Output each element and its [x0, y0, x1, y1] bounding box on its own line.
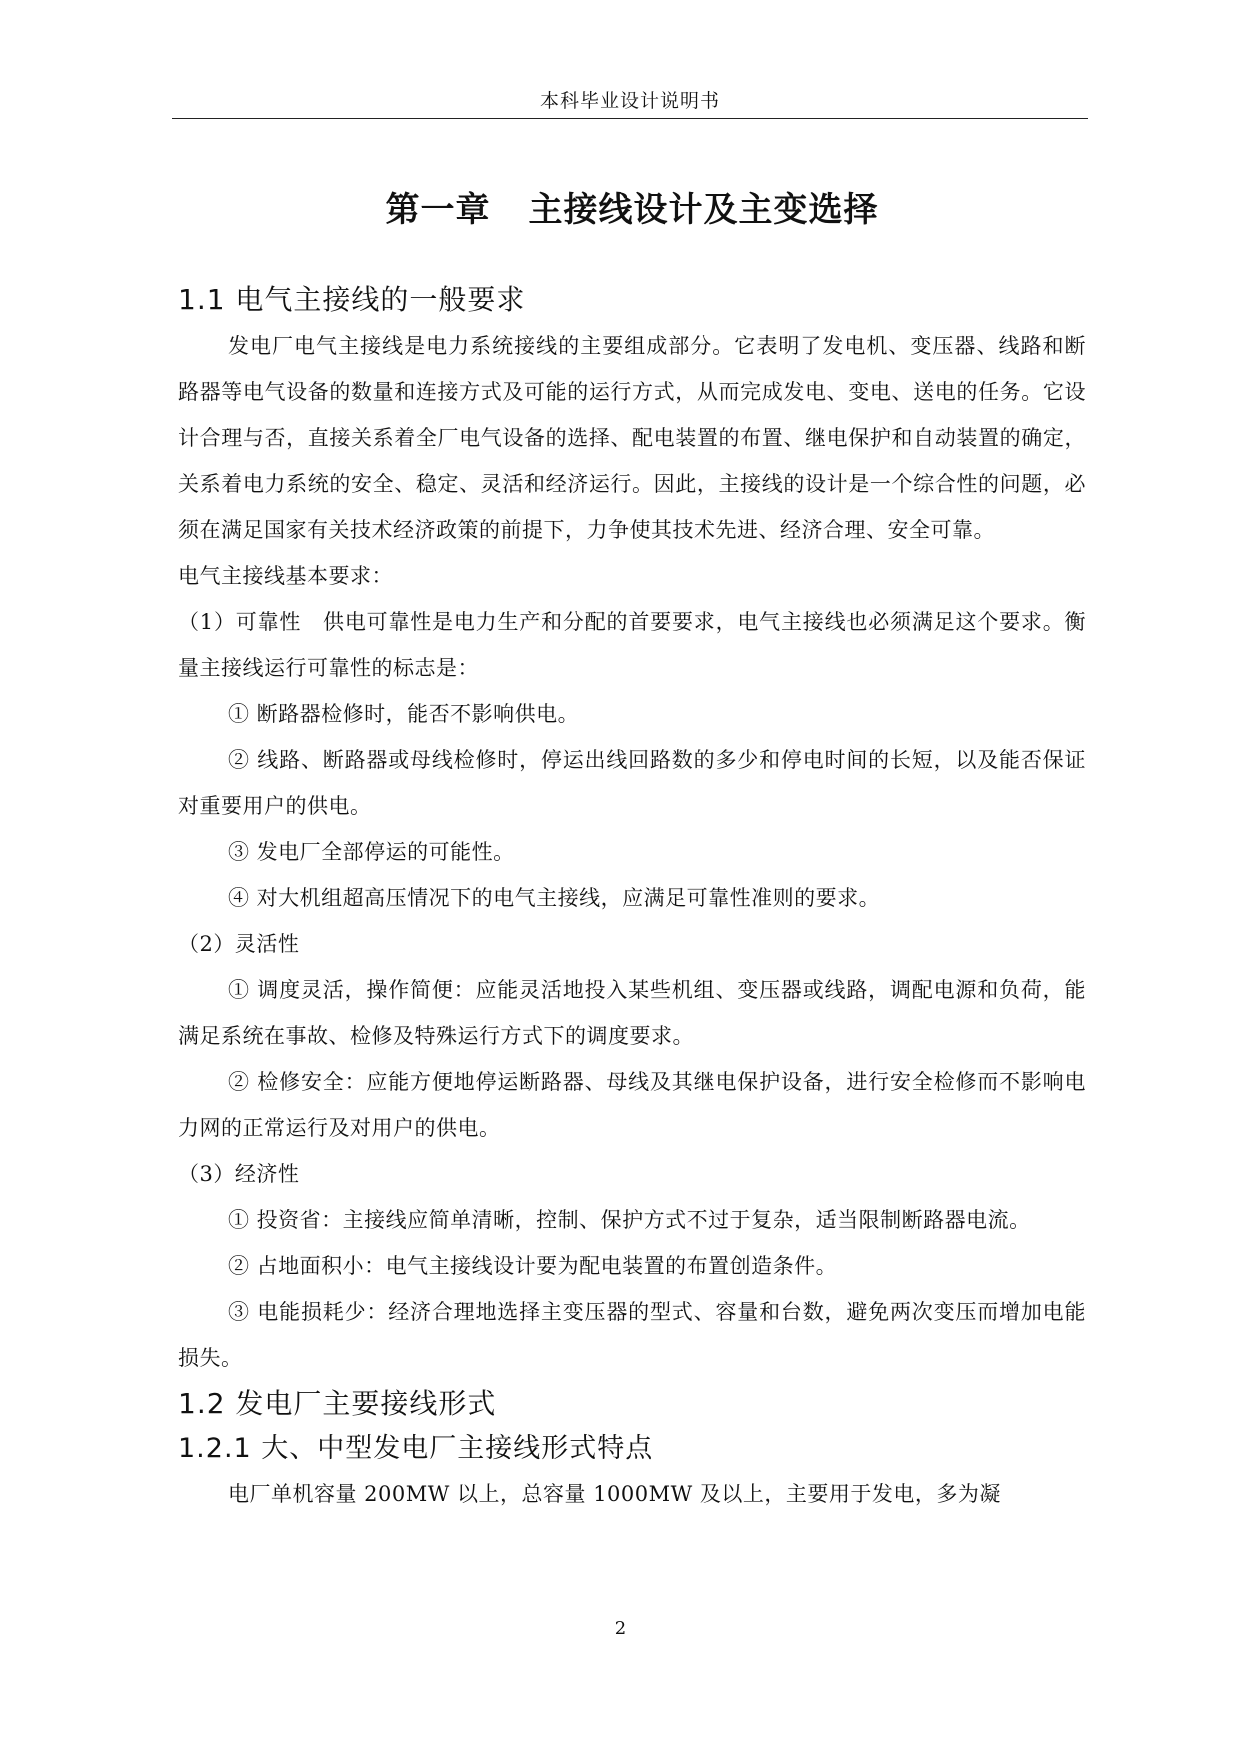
list-item: ③ 发电厂全部停运的可能性。	[228, 840, 515, 864]
section-heading-1-1: 1.1 电气主接线的一般要求	[178, 283, 526, 316]
chapter-name: 主接线设计及主变选择	[528, 190, 879, 230]
list-item: ① 断路器检修时，能否不影响供电。	[228, 702, 580, 726]
list-item: ② 线路、断路器或母线检修时，停运出线回路数的多少和停电时间的长短，以及能否保证对重要用户的供电。	[178, 748, 1086, 818]
running-header: 本科毕业设计说明书	[539, 90, 720, 112]
chapter-number: 第一章	[385, 190, 491, 230]
header-rule	[172, 118, 1088, 119]
subsection-paragraph: 电厂单机容量 200MW 以上，总容量 1000MW 及以上，主要用于发电，多为凝	[228, 1482, 1001, 1506]
list-item: ① 调度灵活，操作简便：应能灵活地投入某些机组、变压器或线路，调配电源和负荷，能满足系统在事故、检修及特殊运行方式下的调度要求。	[178, 978, 1086, 1048]
list-item: ① 投资省：主接线应简单清晰，控制、保护方式不过于复杂，适当限制断路器电流。	[228, 1208, 1031, 1232]
list-item: ② 检修安全：应能方便地停运断路器、母线及其继电保护设备，进行安全检修而不影响电力网的正常运行及对用户的供电。	[178, 1070, 1086, 1140]
flexibility-label: （2）灵活性	[178, 932, 300, 956]
subsection-heading-1-2-1: 1.2.1 大、中型发电厂主接线形式特点	[178, 1433, 654, 1464]
list-item: ④ 对大机组超高压情况下的电气主接线，应满足可靠性准则的要求。	[228, 886, 881, 910]
section-heading-1-2: 1.2 发电厂主要接线形式	[178, 1387, 497, 1420]
list-item: ③ 电能损耗少：经济合理地选择主变压器的型式、容量和台数，避免两次变压而增加电能损失。	[178, 1300, 1086, 1370]
chapter-title	[178, 182, 1086, 231]
reliability-paragraph: （1）可靠性 供电可靠性是电力生产和分配的首要要求，电气主接线也必须满足这个要求。衡量主接线运行可靠性的标志是：	[178, 610, 1086, 680]
requirements-label: 电气主接线基本要求：	[178, 564, 393, 588]
economy-label: （3）经济性	[178, 1162, 300, 1186]
list-item: ② 占地面积小：电气主接线设计要为配电装置的布置创造条件。	[228, 1254, 838, 1278]
page-number: 2	[614, 1618, 627, 1639]
intro-paragraph: 发电厂电气主接线是电力系统接线的主要组成部分。它表明了发电机、变压器、线路和断路器等电气设备的数量和连接方式及可能的运行方式，从而完成发电、变电、送电的任务。它设计合理与否，直接关系着全厂电气设备的选择、配电装置的布置、继电保护和自动装置的确定，关系着电力系统的安全、稳定、灵活和经济运行。因此，主接线的设计是一个综合性的问题，必须在满足国家有关技术经济政策的前提下，力争使其技术先进、经济合理、安全可靠。	[178, 334, 1086, 542]
page-content	[178, 170, 1086, 1517]
